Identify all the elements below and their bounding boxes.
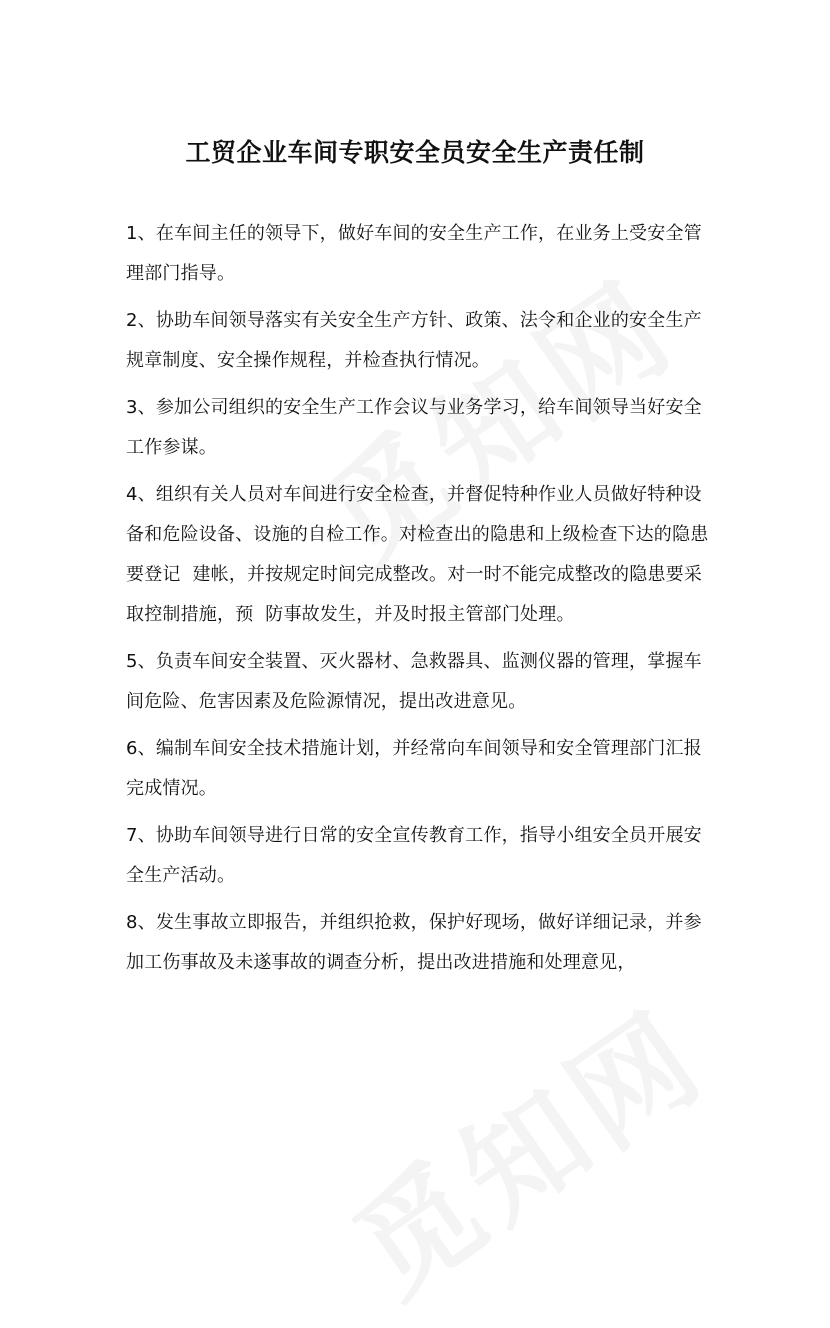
responsibility-item-2: 2、协助车间领导落实有关安全生产方针、政策、法令和企业的安全生产 规章制度、安全操作规程，并检查执行情况。: [126, 310, 714, 371]
responsibility-item-6: 6、编制车间安全技术措施计划，并经常向车间领导和安全管理部门汇报 完成情况。: [126, 738, 714, 799]
responsibility-item-1: 1、在车间主任的领导下，做好车间的安全生产工作，在业务上受安全管 理部门指导。: [126, 223, 714, 284]
responsibility-item-7: 7、协助车间领导进行日常的安全宣传教育工作，指导小组安全员开展安 全生产活动。: [126, 825, 714, 886]
watermark: [316, 964, 734, 1328]
responsibility-item-8: 8、发生事故立即报告，并组织抢救，保护好现场，做好详细记录，并参 加工伤事故及未遂事故的调查分析，提出改进措施和处理意见，: [126, 912, 714, 973]
document-body: [126, 214, 716, 990]
responsibility-item-5: 5、负责车间安全装置、灭火器材、急救器具、监测仪器的管理，掌握车 间危险、危害因素及危险源情况，提出改进意见。: [126, 651, 714, 712]
document-title: 工贸企业车间专职安全员安全生产责任制: [185, 137, 645, 167]
responsibility-item-3: 3、参加公司组织的安全生产工作会议与业务学习，给车间领导当好安全 工作参谋。: [126, 397, 714, 458]
responsibility-item-4: 4、组织有关人员对车间进行安全检查，并督促特种作业人员做好特种设 备和危险设备、设施的自检工作。对检查出的隐患和上级检查下达的隐患要登记 建帐，并按规定时间完成整改。对一时不能完成整改的隐患要采取控制措施，预 防事故发生，并及时报主管部门处理。: [126, 484, 714, 625]
